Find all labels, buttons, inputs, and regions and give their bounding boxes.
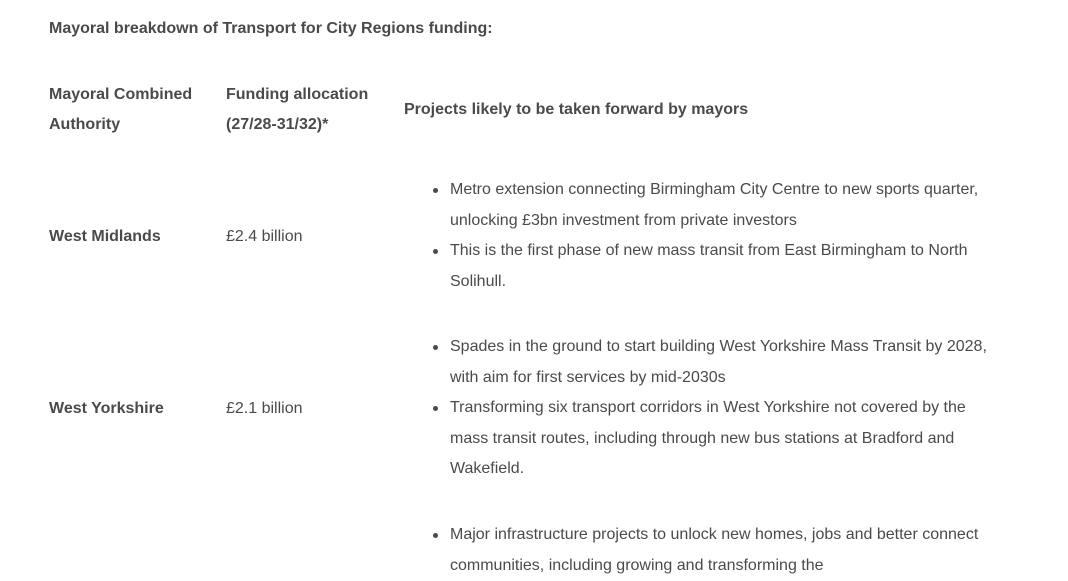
project-list-west-yorkshire xyxy=(450,332,990,485)
project-item xyxy=(450,236,990,297)
column-header-projects: Projects likely to be taken forward by mayors xyxy=(404,101,749,118)
project-text: Spades in the ground to start building West Yorkshire Mass Transit by 2028, with aim for first services by mid-2030s xyxy=(450,338,987,386)
project-item xyxy=(450,332,990,393)
project-item xyxy=(450,520,990,581)
row-authority-west-yorkshire: West Yorkshire xyxy=(49,400,164,417)
project-list-west-midlands xyxy=(450,175,990,297)
project-text: Transforming six transport corridors in West Yorkshire not covered by the mass transit routes, including through new bus stations at Bradford and Wakefield. xyxy=(450,399,966,477)
project-text: Major infrastructure projects to unlock new homes, jobs and better connect communities, including growing and transforming the xyxy=(450,526,979,574)
project-text: This is the first phase of new mass transit from East Birmingham to North Solihull. xyxy=(450,242,968,290)
row-funding-west-midlands: £2.4 billion xyxy=(226,228,303,245)
project-list-next-row xyxy=(450,520,990,581)
bullet-icon xyxy=(433,406,438,411)
bullet-icon xyxy=(433,188,438,193)
column-header-funding: Funding allocation (27/28-31/32)* xyxy=(226,86,369,133)
bullet-icon xyxy=(433,249,438,254)
project-item xyxy=(450,175,990,236)
bullet-icon xyxy=(433,533,438,538)
row-authority-west-midlands: West Midlands xyxy=(49,228,161,245)
bullet-icon xyxy=(433,345,438,350)
column-header-authority: Mayoral Combined Authority xyxy=(49,86,193,133)
project-text: Metro extension connecting Birmingham City Centre to new sports quarter, unlocking £3bn investment from private investors xyxy=(450,181,979,229)
row-funding-west-yorkshire: £2.1 billion xyxy=(226,400,303,417)
page-intro-heading: Mayoral breakdown of Transport for City Regions funding: xyxy=(49,20,493,37)
project-item xyxy=(450,393,990,485)
